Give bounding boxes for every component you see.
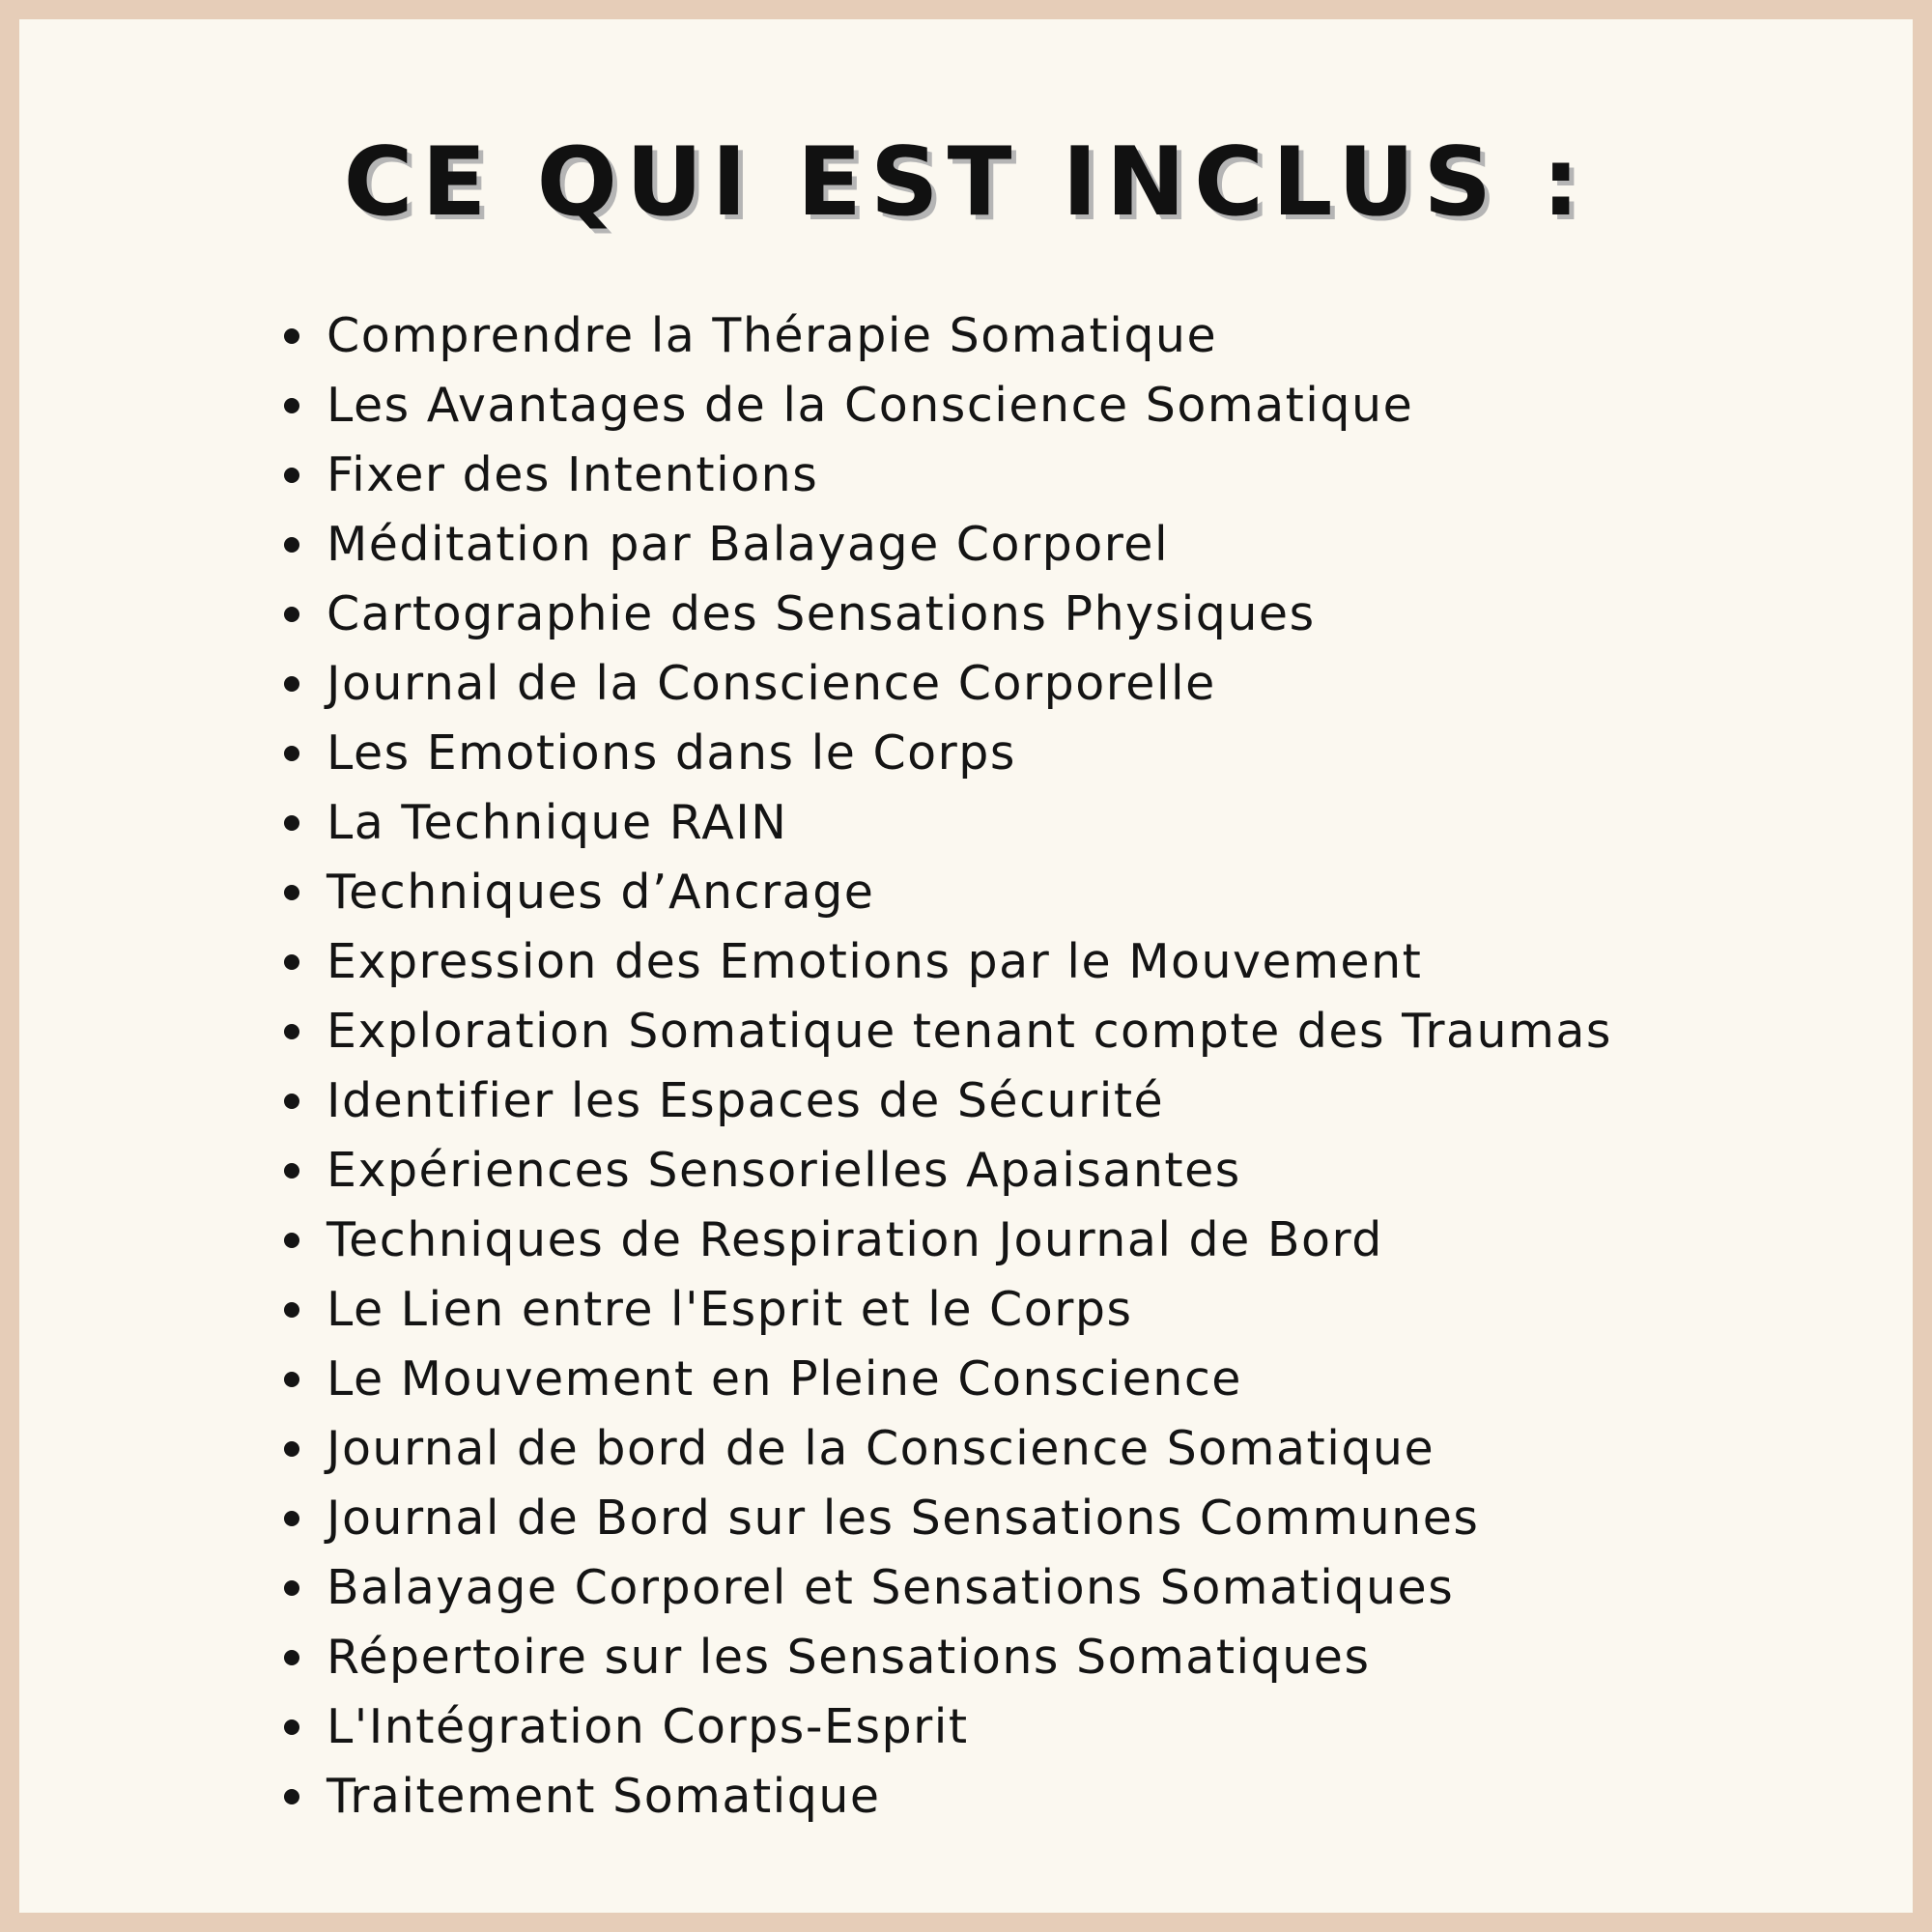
bullet-icon [284, 1789, 299, 1804]
bullet-icon [284, 1372, 299, 1387]
list-item-label: Expression des Emotions par le Mouvement [327, 934, 1423, 989]
list-item [280, 1206, 1612, 1275]
list-item-label: Techniques de Respiration Journal de Bord [327, 1212, 1383, 1267]
list-item [280, 649, 1612, 719]
list-item [280, 1623, 1612, 1692]
list-item-label: Répertoire sur les Sensations Somatiques [327, 1630, 1371, 1685]
list-item [280, 719, 1612, 788]
page-title: CE QUI EST INCLUS : [343, 128, 1589, 238]
list-item-label: Journal de Bord sur les Sensations Communes [327, 1491, 1480, 1546]
list-item-label: Les Avantages de la Conscience Somatique [327, 378, 1414, 433]
included-items-list [280, 301, 1612, 1832]
bullet-icon [284, 468, 299, 483]
list-item [280, 580, 1612, 649]
list-item [280, 1136, 1612, 1206]
bullet-icon [284, 537, 299, 553]
bullet-icon [284, 1302, 299, 1318]
list-item-label: Exploration Somatique tenant compte des Traumas [327, 1004, 1612, 1059]
list-item [280, 1066, 1612, 1136]
list-item-label: Journal de bord de la Conscience Somatique [327, 1421, 1435, 1476]
bullet-icon [284, 1024, 299, 1039]
list-item [280, 997, 1612, 1066]
bullet-icon [284, 607, 299, 622]
list-item [280, 1345, 1612, 1414]
list-item [280, 301, 1612, 371]
list-item-label: Les Emotions dans le Corps [327, 725, 1016, 781]
list-item-label: La Technique RAIN [327, 795, 788, 850]
bullet-icon [284, 1719, 299, 1735]
list-item [280, 927, 1612, 997]
list-item-label: Cartographie des Sensations Physiques [327, 586, 1316, 641]
list-item [280, 1692, 1612, 1762]
bullet-icon [284, 815, 299, 831]
list-item-label: L'Intégration Corps-Esprit [327, 1699, 969, 1754]
bullet-icon [284, 746, 299, 761]
bullet-icon [284, 1511, 299, 1526]
bullet-icon [284, 1094, 299, 1109]
list-item-label: Identifier les Espaces de Sécurité [327, 1073, 1165, 1128]
list-item [280, 1484, 1612, 1553]
list-item-label: Fixer des Intentions [327, 447, 819, 502]
list-item-label: Le Mouvement en Pleine Conscience [327, 1351, 1242, 1406]
list-item [280, 440, 1612, 510]
list-item-label: Traitement Somatique [327, 1769, 881, 1824]
list-item-label: Comprendre la Thérapie Somatique [327, 308, 1218, 363]
bullet-icon [284, 1233, 299, 1248]
bullet-icon [284, 1441, 299, 1457]
bullet-icon [284, 1580, 299, 1596]
list-item [280, 1762, 1612, 1832]
list-item-label: Journal de la Conscience Corporelle [327, 656, 1216, 711]
bullet-icon [284, 398, 299, 413]
list-item-label: Techniques d’Ancrage [327, 865, 875, 920]
bullet-icon [284, 954, 299, 970]
list-item-label: Le Lien entre l'Esprit et le Corps [327, 1282, 1133, 1337]
list-item [280, 510, 1612, 580]
list-item [280, 371, 1612, 440]
list-item-label: Méditation par Balayage Corporel [327, 517, 1170, 572]
list-item [280, 1275, 1612, 1345]
bullet-icon [284, 1650, 299, 1665]
bullet-icon [284, 676, 299, 692]
list-item-label: Expériences Sensorielles Apaisantes [327, 1143, 1241, 1198]
list-item [280, 788, 1612, 858]
list-item [280, 1553, 1612, 1623]
bullet-icon [284, 328, 299, 344]
bullet-icon [284, 885, 299, 900]
list-item-label: Balayage Corporel et Sensations Somatiques [327, 1560, 1455, 1615]
bullet-icon [284, 1163, 299, 1179]
list-item [280, 858, 1612, 927]
list-item [280, 1414, 1612, 1484]
